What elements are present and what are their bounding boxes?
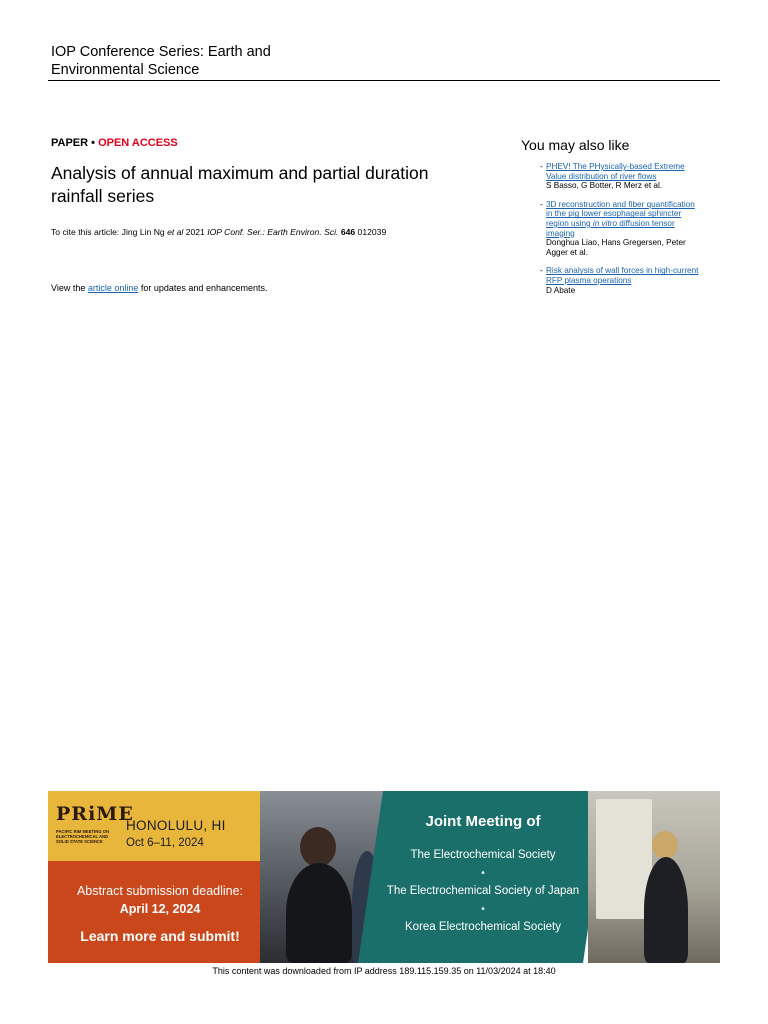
article-title-line2: rainfall series xyxy=(51,186,155,206)
presenter-figure xyxy=(644,857,688,963)
related-articles xyxy=(521,137,721,304)
article-type-label xyxy=(51,137,178,149)
related-title-line1: Risk analysis of wall forces in high-current xyxy=(546,266,699,276)
related-title-line3a: region using xyxy=(546,218,593,228)
header-divider xyxy=(48,80,720,81)
related-item-authors xyxy=(546,238,721,257)
related-authors-line1: Donghua Liao, Hans Gregersen, Peter xyxy=(546,238,686,248)
banner-city: HONOLULU, HI xyxy=(126,818,226,833)
presenter-figure xyxy=(652,831,678,859)
label-separator: • xyxy=(88,137,99,149)
prime-logo-subtitle: PACIFIC RIM MEETING ON ELECTROCHEMICAL AND SOLID STATE SCIENCE xyxy=(56,829,109,844)
attendee-figure xyxy=(300,827,336,867)
citation-etal: et al xyxy=(167,227,184,237)
org-korea-electrochemical-society: Korea Electrochemical Society xyxy=(405,921,561,933)
abstract-deadline-label: Abstract submission deadline: xyxy=(76,884,244,898)
citation-year: 2021 xyxy=(183,227,208,237)
view-prefix: View the xyxy=(51,283,88,293)
journal-name xyxy=(51,43,351,79)
journal-name-line1: IOP Conference Series: Earth and xyxy=(51,44,271,60)
org-separator-bullet: • xyxy=(481,868,485,879)
open-access-label: OPEN ACCESS xyxy=(98,137,178,149)
org-electrochemical-society: The Electrochemical Society xyxy=(410,849,556,861)
article-title-line1: Analysis of annual maximum and partial duration xyxy=(51,163,429,183)
article-title xyxy=(51,162,511,208)
conference-banner[interactable] xyxy=(48,791,720,963)
article-online-link[interactable]: article online xyxy=(87,283,139,293)
related-item xyxy=(521,162,721,191)
learn-more-button[interactable]: Learn more and submit! xyxy=(80,928,240,944)
org-electrochemical-society-japan: The Electrochemical Society of Japan xyxy=(386,885,580,897)
abstract-deadline-date: April 12, 2024 xyxy=(119,902,201,916)
joint-meeting-title: Joint Meeting of xyxy=(425,813,541,830)
related-item-title-link[interactable] xyxy=(546,266,721,285)
banner-dates: Oct 6–11, 2024 xyxy=(126,837,204,849)
related-title-line2: RFP plasma operations xyxy=(546,275,632,285)
attendee-figure xyxy=(286,863,352,963)
download-footer: This content was downloaded from IP address 189.115.159.35 on 11/03/2024 at 18:40 xyxy=(212,966,556,976)
citation-prefix: To cite this article: Jing Lin Ng xyxy=(51,227,168,237)
related-item-authors: D Abate xyxy=(546,285,576,295)
related-item-authors: S Basso, G Botter, R Merz et al. xyxy=(546,181,663,191)
paper-label: PAPER xyxy=(51,137,89,149)
related-title-line2: Value distribution of river flows xyxy=(546,171,657,181)
related-title-line2: in the pig lower esophageal sphincter xyxy=(546,209,682,219)
org-separator-bullet: • xyxy=(481,904,485,915)
list-dash: - xyxy=(540,162,543,171)
citation-article-number: 012039 xyxy=(355,227,387,237)
citation-line xyxy=(51,226,511,238)
prime-logo-word: PRiME xyxy=(56,803,134,825)
view-online-line xyxy=(51,283,267,293)
prime-logo xyxy=(56,799,134,851)
related-title-italic: in vitro xyxy=(592,218,618,228)
list-dash: - xyxy=(540,199,543,209)
related-title-line1: 3D reconstruction and fiber quantification xyxy=(546,199,695,209)
related-item-title-link[interactable] xyxy=(546,200,721,238)
view-suffix: for updates and enhancements. xyxy=(138,283,268,293)
related-authors-line2: Agger et al. xyxy=(546,247,588,257)
citation-journal: IOP Conf. Ser.: Earth Environ. Sci. xyxy=(207,227,339,237)
related-item xyxy=(521,266,721,295)
related-item-title-link[interactable] xyxy=(546,162,721,181)
related-item xyxy=(521,200,721,258)
related-title-line4: imaging xyxy=(546,228,575,238)
related-title-line1: PHEV! The PHysically-based Extreme xyxy=(546,162,685,171)
journal-name-line2: Environmental Science xyxy=(51,62,200,78)
list-dash: - xyxy=(540,266,543,276)
related-title-line3b: diffusion tensor xyxy=(617,218,675,228)
citation-volume: 646 xyxy=(340,227,356,237)
related-heading: You may also like xyxy=(521,137,630,153)
